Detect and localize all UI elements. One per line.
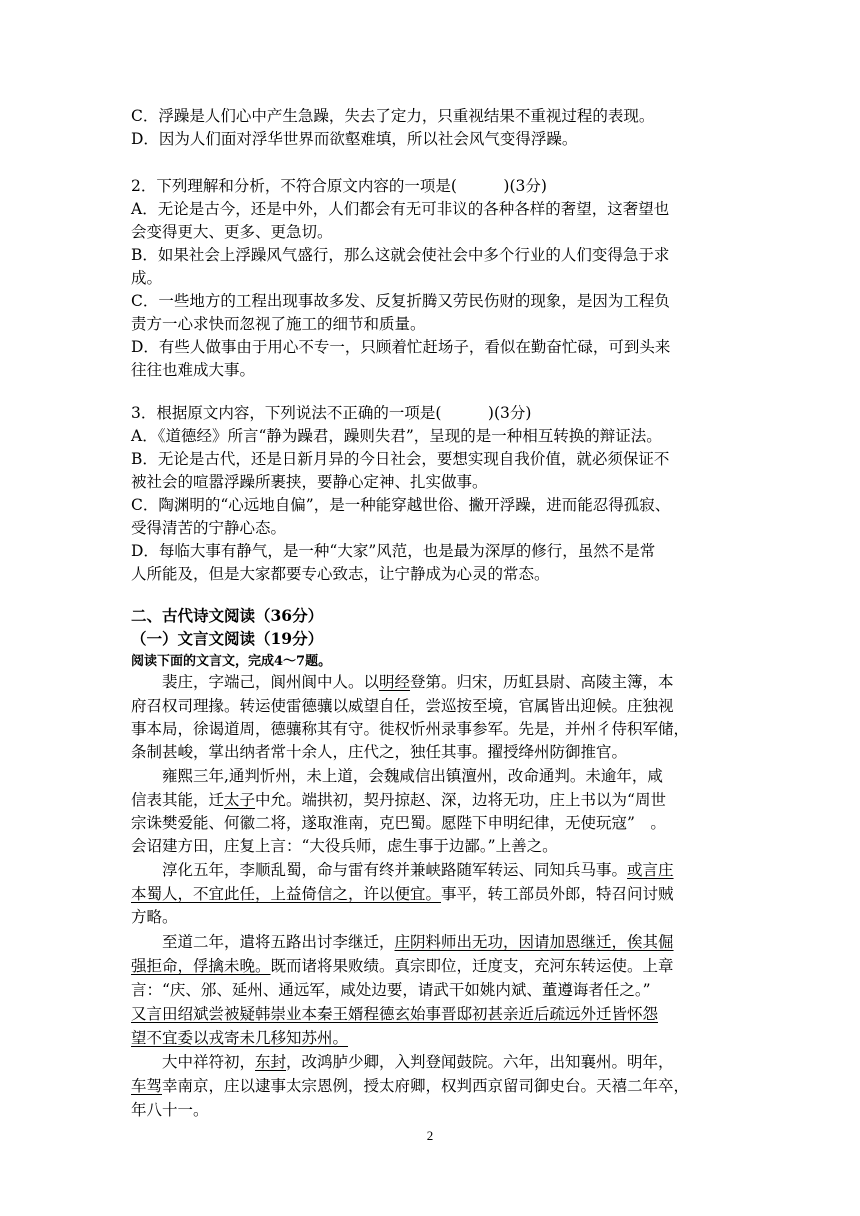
q1-option-d: D．因为人们面对浮华世界而欲壑难填，所以社会风气变得浮躁。 [131, 130, 578, 148]
underlined-term: 明经 [379, 673, 411, 691]
q3-option-a-line1: A．《道德经》所言“静为躁君，躁则失君”，呈现的是一种相互转换的辩证法。 [131, 427, 662, 445]
q2-option-a-line1: A．无论是古今，还是中外，人们都会有无可非议的各种各样的奢望，这奢望也 [131, 200, 670, 218]
passage-p2-line3: 宗诛樊爱能、何徽二将，遂取淮南，克巴蜀。愿陛下申明纪律，无使玩寇” 。 [131, 814, 666, 832]
q2-option-b-line1: B．如果社会上浮躁风气盛行，那么这就会使社会中多个行业的人们变得急于求 [131, 246, 670, 264]
passage-p5-line1 [162, 1050, 762, 1074]
q3-option-d-line2: 人所能及，但是大家都要专心致志，让宁静成为心灵的常态。 [131, 565, 550, 583]
passage-p1-line2: 府召权司理掾。转运使雷德骧以威望自任，尝巡按至境，官属皆出迎候。庄独视 [131, 697, 674, 715]
passage-p2-line4: 会诏建方田，庄复上言：“大役兵师，虑生事于边鄙。”上善之。 [131, 837, 558, 855]
section-subtitle: （一）文言文阅读（19分） [131, 629, 324, 648]
passage-text: 大中祥符初， [162, 1053, 256, 1071]
passage-p5-line2 [131, 1074, 731, 1098]
passage-text: 淳化五年，李顺乱蜀，命与雷有终并兼峡路随军转运、同知兵马事。 [162, 861, 628, 879]
passage-p4-line4: 又言田绍斌尝被疑韩崇业本秦王婿程德玄始事晋邸初甚亲近后疏远外迁皆怀怨 [131, 1005, 659, 1023]
q3-option-b-line2: 被社会的喧嚣浮躁所裹挟，要静心定神、扎实做事。 [131, 473, 488, 491]
q2-stem: 2．下列理解和分析，不符合原文内容的一项是( )(3分) [131, 177, 547, 195]
passage-p2-line2 [131, 788, 731, 812]
passage-text: 中允。端拱初，契丹掠赵、深，边将无功，庄上书以为“周世 [255, 791, 666, 809]
passage-p3-line1 [162, 858, 762, 882]
q2-option-d-line2: 往往也难成大事。 [131, 361, 256, 379]
q3-option-c-line2: 受得清苦的宁静心态。 [131, 519, 287, 537]
section-title: 二、古代诗文阅读（36分） [131, 606, 324, 625]
passage-p4-line2 [131, 954, 731, 978]
underlined-term: 东封 [255, 1053, 287, 1071]
underlined-sentence: 庄阴料师出无功，因请加恩继迁，俟其倔 [394, 933, 674, 951]
underlined-term: 车驾 [131, 1077, 163, 1095]
passage-p5-line3: 年八十一。 [131, 1101, 209, 1119]
q3-option-d-line1: D．每临大事有静气，是一种“大家”风范，也是最为深厚的修行，虽然不是常 [131, 542, 656, 560]
underlined-term: 太子 [224, 791, 256, 809]
page-number: 2 [426, 1128, 434, 1143]
passage-text: 登第。归宋，历虹县尉、高陵主簿，本 [410, 673, 674, 691]
passage-text: 至道二年，遣将五路出讨李继迁， [162, 933, 395, 951]
passage-p4-line3: 言：“庆、邠、延州、通远军，咸处边要，请武干如姚内斌、董遵诲者任之。” [131, 981, 651, 999]
reading-instruction: 阅读下面的文言文，完成4～7题。 [131, 654, 332, 669]
passage-p1-line3: 事本局，徐谒道周，德骧称其有守。徙权忻州录事参军。先是，并州彳侍积军储， [131, 720, 690, 738]
passage-p1-line1 [162, 670, 762, 694]
q2-option-a-line2: 会变得更大、更多、更急切。 [131, 223, 333, 241]
passage-p1-line4: 条制甚峻，掌出纳者常十余人，庄代之，独任其事。擢授绛州防御推官。 [131, 743, 628, 761]
passage-p4-line5: 望不宜委以戎寄未几移知苏州。 [131, 1029, 349, 1047]
passage-p2-line1: 雍熙三年,通判忻州，未上道，会魏咸信出镇澶州，改命通判。未逾年，咸 [162, 767, 663, 785]
passage-text: 事平，转工部员外郎，特召问讨贼 [441, 885, 674, 903]
q1-option-c: C．浮躁是人们心中产生急躁，失去了定力，只重视结果不重视过程的表现。 [131, 107, 655, 125]
q2-option-d-line1: D．有些人做事由于用心不专一，只顾着忙赶场子，看似在勤奋忙碌，可到头来 [131, 338, 671, 356]
passage-text: 信表其能，迁 [131, 791, 225, 809]
q2-option-c-line1: C．一些地方的工程出现事故多发、反复折腾又劳民伤财的现象，是因为工程负 [131, 292, 670, 310]
q2-option-b-line2: 成。 [131, 269, 163, 287]
q3-option-b-line1: B．无论是古代，还是日新月异的今日社会，要想实现自我价值，就必须保证不 [131, 450, 670, 468]
q3-stem: 3．根据原文内容，下列说法不正确的一项是( )(3分) [131, 404, 532, 422]
passage-text: 裴庄，字端己，阆州阆中人。以 [162, 673, 380, 691]
underlined-sentence: 或言庄 [627, 861, 674, 879]
underlined-sentence: 本蜀人，不宜此任，上益倚信之，许以便宜。 [131, 885, 442, 903]
passage-text: ，改鸿胪少卿，入判登闻鼓院。六年，出知襄州。明年， [286, 1053, 674, 1071]
passage-text: 既而诸将果败绩。真宗即位，迁度支，充河东转运使。上章 [270, 957, 674, 975]
passage-p4-line1 [162, 930, 762, 954]
q2-option-c-line2: 责方一心求快而忽视了施工的细节和质量。 [131, 315, 426, 333]
q3-option-c-line1: C．陶渊明的“心远地自偏”，是一种能穿越世俗、撇开浮躁，进而能忍得孤寂、 [131, 496, 671, 514]
underlined-sentence: 强拒命，俘擒未晚。 [131, 957, 271, 975]
passage-p3-line3: 方略。 [131, 908, 178, 926]
passage-p3-line2 [131, 882, 731, 906]
passage-text: 幸南京，庄以逮事太宗恩例，授太府卿，权判西京留司御史台。天禧二年卒， [162, 1077, 690, 1095]
